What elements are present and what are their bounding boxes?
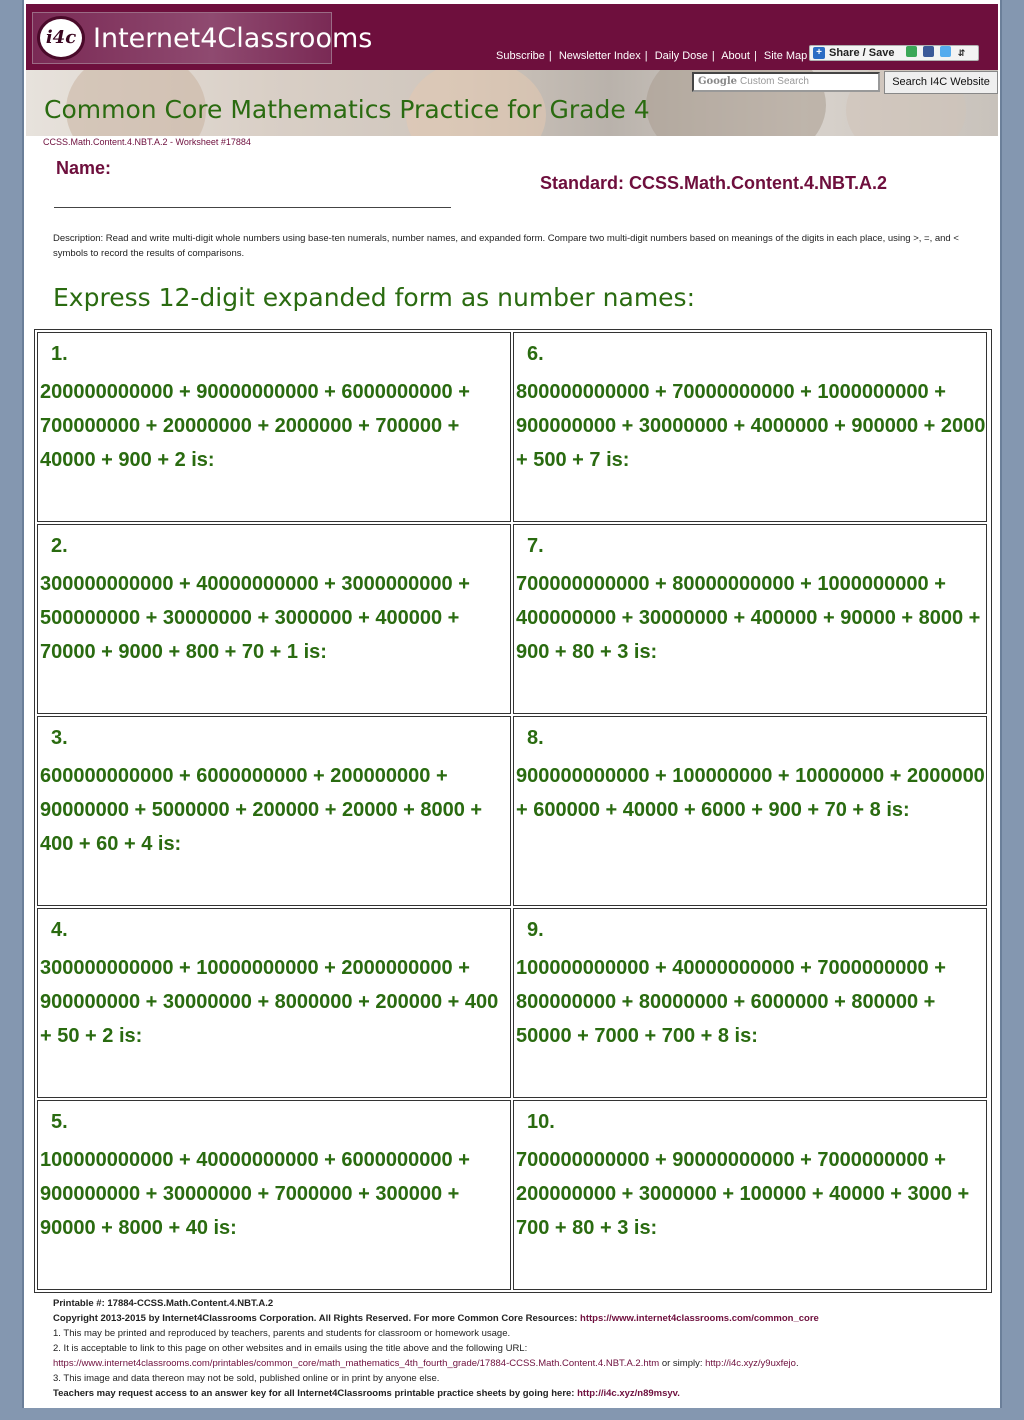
question-text: 700000000000 + 90000000000 + 7000000000 + 200000000 + 3000000 + 100000 + 40000 + 3000 + 700 + 80 + 3 is: xyxy=(516,1149,970,1239)
question-cell-4 xyxy=(37,908,511,1098)
question-text: 100000000000 + 40000000000 + 6000000000 + 900000000 + 30000000 + 7000000 + 300000 + 90000 + 8000 + 40 is: xyxy=(40,1149,470,1239)
page-title: Common Core Mathematics Practice for Grade 4 xyxy=(44,95,650,124)
question-number: 6. xyxy=(527,343,544,365)
banner xyxy=(26,70,998,136)
worksheet-id: CCSS.Math.Content.4.NBT.A.2 - Worksheet #17884 xyxy=(43,137,251,147)
instructions-heading: Express 12-digit expanded form as number names: xyxy=(53,283,696,312)
email-share-icon[interactable] xyxy=(906,46,917,57)
printable-number: Printable #: 17884-CCSS.Math.Content.4.NBT.A.2 xyxy=(53,1298,274,1309)
question-cell-8 xyxy=(513,716,987,906)
logo-text: Internet4Classrooms xyxy=(93,23,373,54)
short-url-link[interactable]: http://i4c.xyz/y9uxfejo xyxy=(705,1358,796,1369)
share-label: Share / Save xyxy=(829,47,895,59)
page xyxy=(22,0,1002,1408)
question-number: 3. xyxy=(51,727,68,749)
logo-badge-icon: i4c xyxy=(37,16,85,60)
question-text: 700000000000 + 80000000000 + 1000000000 + 400000000 + 30000000 + 400000 + 90000 + 8000 + 900 + 80 + 3 is: xyxy=(516,573,981,663)
nav-about[interactable]: About xyxy=(721,50,750,62)
name-line xyxy=(54,207,451,208)
copyright-text: Copyright 2013-2015 by Internet4Classrooms Corporation. All Rights Reserved. For more Common Core Resources: xyxy=(53,1313,578,1324)
google-logo: Google xyxy=(698,76,738,87)
dropdown-arrows-icon[interactable]: ⇵ xyxy=(957,48,966,58)
question-cell-6 xyxy=(513,332,987,522)
search-placeholder: Custom Search xyxy=(740,76,809,87)
question-cell-2 xyxy=(37,524,511,714)
search-button[interactable]: Search I4C Website xyxy=(884,71,998,94)
description: Description: Read and write multi-digit whole numbers using base-ten numerals, number names, and expanded form. Compare two multi-digit numbers based on meanings of the digits in each place, using >, =, and < symbols to record the results of comparisons. xyxy=(53,233,959,259)
question-number: 4. xyxy=(51,919,68,941)
question-cell-1 xyxy=(37,332,511,522)
nav-daily-dose[interactable]: Daily Dose xyxy=(654,50,708,62)
page-url-link[interactable]: https://www.internet4classrooms.com/printables/common_core/math_mathematics_4th_fourth_grade/17884-CCSS.Math.Content.4.NBT.A.2.htm xyxy=(53,1358,660,1369)
usage-note-1: 1. This may be printed and reproduced by teachers, parents and students for classroom or homework usage. xyxy=(53,1328,511,1339)
question-text: 300000000000 + 10000000000 + 2000000000 + 900000000 + 30000000 + 8000000 + 200000 + 400 + 50 + 2 is: xyxy=(40,957,499,1047)
question-number: 8. xyxy=(527,727,544,749)
twitter-icon[interactable] xyxy=(940,46,951,57)
question-text: 800000000000 + 70000000000 + 1000000000 + 900000000 + 30000000 + 4000000 + 900000 + 2000 + 500 + 7 is: xyxy=(516,381,986,471)
search-input[interactable] xyxy=(692,72,880,92)
question-number: 5. xyxy=(51,1111,68,1133)
answer-key-text: Teachers may request access to an answer key for all Internet4Classrooms printable practice sheets by going here: xyxy=(53,1388,575,1399)
nav-site-map[interactable]: Site Map xyxy=(763,50,808,62)
footer xyxy=(53,1296,993,1401)
question-number: 1. xyxy=(51,343,68,365)
question-cell-5 xyxy=(37,1100,511,1290)
or-simply-text: or simply: xyxy=(659,1358,706,1369)
question-text: 900000000000 + 100000000 + 10000000 + 2000000 + 600000 + 40000 + 6000 + 900 + 70 + 8 is: xyxy=(516,765,985,821)
question-cell-7 xyxy=(513,524,987,714)
standard-label: Standard: CCSS.Math.Content.4.NBT.A.2 xyxy=(540,173,888,193)
question-text: 600000000000 + 6000000000 + 200000000 + 90000000 + 5000000 + 200000 + 20000 + 8000 + 400 + 60 + 4 is: xyxy=(40,765,483,855)
question-cell-3 xyxy=(37,716,511,906)
share-save-button[interactable] xyxy=(809,45,979,61)
site-header xyxy=(26,4,998,70)
copyright-line xyxy=(53,1311,993,1326)
questions-grid xyxy=(34,329,992,1293)
question-cell-9 xyxy=(513,908,987,1098)
usage-note-2: 2. It is acceptable to link to this page on other websites and in emails using the title above and the following URL: xyxy=(53,1343,528,1354)
plus-icon: + xyxy=(813,47,825,59)
answer-key-link[interactable]: http://i4c.xyz/n89msyv. xyxy=(577,1388,680,1399)
site-logo[interactable] xyxy=(32,12,373,64)
answer-key-line xyxy=(53,1386,993,1401)
question-text: 100000000000 + 40000000000 + 7000000000 + 800000000 + 80000000 + 6000000 + 800000 + 50000 + 7000 + 700 + 8 is: xyxy=(516,957,946,1047)
question-text: 200000000000 + 90000000000 + 6000000000 + 700000000 + 20000000 + 2000000 + 700000 + 40000 + 900 + 2 is: xyxy=(40,381,470,471)
question-number: 10. xyxy=(527,1111,555,1133)
common-core-link[interactable]: https://www.internet4classrooms.com/common_core xyxy=(580,1313,819,1324)
facebook-icon[interactable] xyxy=(923,46,934,57)
page-url-line: https://www.internet4classrooms.com/printables/common_core/math_mathematics_4th_fourth_grade/17884-CCSS.Math.Content.4.NBT.A.2.htm or simply: http://i4c.xyz/y9uxfejo. xyxy=(53,1358,799,1369)
nav-subscribe[interactable]: Subscribe xyxy=(496,50,545,62)
question-number: 9. xyxy=(527,919,544,941)
usage-note-3: 3. This image and data thereon may not be sold, published online or in print by anyone else. xyxy=(53,1373,440,1384)
question-text: 300000000000 + 40000000000 + 3000000000 + 500000000 + 30000000 + 3000000 + 400000 + 70000 + 9000 + 800 + 70 + 1 is: xyxy=(40,573,470,663)
nav-newsletter-index[interactable]: Newsletter Index xyxy=(558,50,641,62)
name-label: Name: xyxy=(56,158,112,178)
question-number: 7. xyxy=(527,535,544,557)
question-number: 2. xyxy=(51,535,68,557)
question-cell-10 xyxy=(513,1100,987,1290)
top-nav: Subscribe | Newsletter Index | Daily Dose | About | Site Map xyxy=(496,50,808,62)
